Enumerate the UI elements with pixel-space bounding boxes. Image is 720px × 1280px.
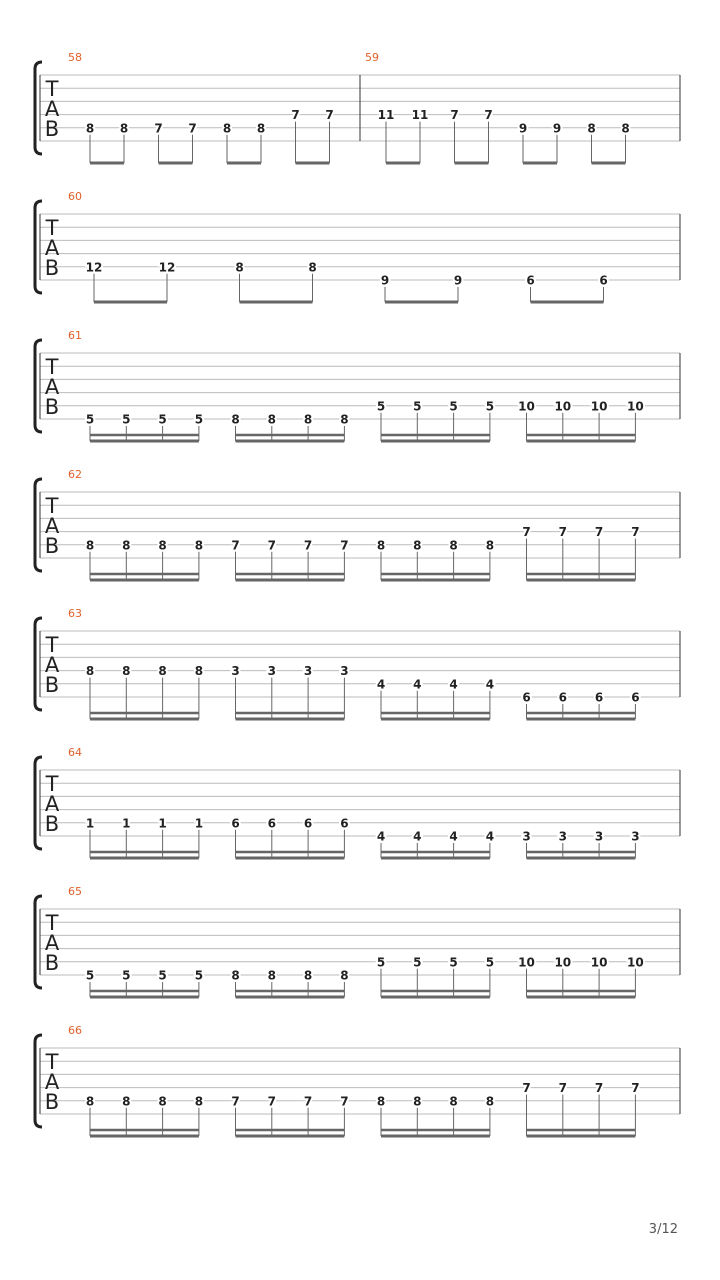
- fret-number: 8: [194, 664, 204, 679]
- fret-number: 7: [594, 1081, 604, 1096]
- fret-number: 4: [413, 829, 422, 844]
- fret-number: 11: [377, 108, 395, 123]
- fret-number: 4: [485, 677, 495, 692]
- fret-number: 11: [411, 108, 429, 123]
- tab-clef-letter: T: [45, 911, 59, 935]
- fret-number: 5: [158, 968, 167, 983]
- tab-clef-letter: A: [44, 97, 60, 121]
- fret-number: 8: [303, 968, 313, 983]
- measure-number: 61: [68, 329, 82, 342]
- fret-number: 7: [594, 525, 604, 540]
- tab-clef-letter: B: [44, 812, 60, 836]
- fret-number: 1: [194, 816, 204, 831]
- fret-number: 3: [594, 829, 604, 844]
- fret-number: 8: [119, 121, 129, 136]
- system-bracket: [35, 201, 42, 293]
- fret-number: 10: [627, 399, 644, 414]
- fret-number: 4: [485, 829, 495, 844]
- fret-number: 9: [453, 273, 463, 288]
- fret-number: 10: [590, 955, 608, 970]
- fret-number: 10: [554, 399, 572, 414]
- tab-clef-letter: B: [44, 1090, 60, 1114]
- fret-number: 3: [522, 829, 531, 844]
- fret-number: 8: [256, 121, 266, 136]
- fret-number: 12: [85, 260, 103, 275]
- fret-number: 8: [413, 538, 422, 553]
- fret-number: 7: [231, 1094, 240, 1109]
- fret-number: 1: [158, 816, 167, 831]
- fret-number: 5: [449, 955, 458, 970]
- measure-number: 62: [68, 468, 82, 481]
- fret-number: 8: [122, 538, 131, 553]
- fret-number: 8: [194, 538, 204, 553]
- fret-number: 5: [376, 955, 386, 970]
- fret-number: 8: [85, 121, 95, 136]
- fret-number: 4: [449, 677, 458, 692]
- fret-number: 5: [122, 968, 131, 983]
- fret-number: 10: [627, 955, 644, 970]
- fret-number: 6: [631, 690, 640, 705]
- tab-clef-letter: B: [44, 256, 60, 280]
- fret-number: 7: [631, 525, 640, 540]
- fret-number: 8: [376, 1094, 386, 1109]
- tab-clef-letter: B: [44, 534, 60, 558]
- fret-number: 8: [449, 1094, 458, 1109]
- tab-clef-letter: A: [44, 514, 60, 538]
- system-bracket: [35, 896, 42, 988]
- fret-number: 6: [526, 273, 535, 288]
- measure-number: 65: [68, 885, 82, 898]
- fret-number: 7: [450, 108, 459, 123]
- fret-number: 7: [267, 538, 276, 553]
- fret-number: 6: [267, 816, 276, 831]
- tab-clef-letter: A: [44, 792, 60, 816]
- fret-number: 7: [231, 538, 240, 553]
- fret-number: 7: [340, 1094, 349, 1109]
- fret-number: 7: [522, 525, 531, 540]
- fret-number: 5: [85, 968, 95, 983]
- fret-number: 5: [194, 412, 204, 427]
- system-bracket: [35, 618, 42, 710]
- fret-number: 7: [484, 108, 493, 123]
- fret-number: 7: [522, 1081, 531, 1096]
- tab-clef-letter: A: [44, 653, 60, 677]
- system-bracket: [35, 340, 42, 432]
- page-number: 3/12: [648, 1222, 678, 1237]
- fret-number: 8: [267, 412, 276, 427]
- system-bracket: [35, 1035, 42, 1127]
- fret-number: 6: [231, 816, 240, 831]
- fret-number: 5: [485, 955, 495, 970]
- fret-number: 5: [194, 968, 204, 983]
- fret-number: 8: [235, 260, 244, 275]
- fret-number: 9: [552, 121, 562, 136]
- fret-number: 5: [413, 399, 422, 414]
- measure-number: 58: [68, 51, 82, 64]
- fret-number: 3: [231, 664, 240, 679]
- fret-number: 3: [303, 664, 313, 679]
- tab-clef-letter: A: [44, 931, 60, 955]
- measure-number: 63: [68, 607, 82, 620]
- fret-number: 6: [558, 690, 567, 705]
- fret-number: 8: [340, 412, 349, 427]
- fret-number: 12: [158, 260, 176, 275]
- fret-number: 8: [222, 121, 232, 136]
- fret-number: 10: [554, 955, 572, 970]
- fret-number: 3: [267, 664, 276, 679]
- fret-number: 7: [303, 1094, 313, 1109]
- fret-number: 8: [340, 968, 349, 983]
- fret-number: 9: [380, 273, 390, 288]
- tab-clef-letter: B: [44, 395, 60, 419]
- system-bracket: [35, 62, 42, 154]
- tab-clef-letter: T: [45, 216, 59, 240]
- fret-number: 1: [85, 816, 95, 831]
- measure-number: 64: [68, 746, 82, 759]
- fret-number: 8: [587, 121, 596, 136]
- fret-number: 6: [599, 273, 608, 288]
- tab-clef-letter: B: [44, 117, 60, 141]
- fret-number: 8: [308, 260, 317, 275]
- fret-number: 7: [188, 121, 197, 136]
- fret-number: 8: [303, 412, 313, 427]
- fret-number: 6: [594, 690, 604, 705]
- system-bracket: [35, 757, 42, 849]
- fret-number: 8: [231, 412, 240, 427]
- tab-clef-letter: T: [45, 633, 59, 657]
- fret-number: 6: [522, 690, 531, 705]
- fret-number: 10: [518, 399, 535, 414]
- measure-number: 60: [68, 190, 82, 203]
- fret-number: 7: [340, 538, 349, 553]
- fret-number: 8: [85, 664, 95, 679]
- tab-clef-letter: T: [45, 1050, 59, 1074]
- fret-number: 8: [158, 1094, 167, 1109]
- fret-number: 8: [449, 538, 458, 553]
- fret-number: 8: [158, 538, 167, 553]
- fret-number: 7: [558, 1081, 567, 1096]
- fret-number: 8: [122, 664, 131, 679]
- fret-number: 7: [303, 538, 313, 553]
- fret-number: 8: [413, 1094, 422, 1109]
- tab-clef-letter: A: [44, 1070, 60, 1094]
- fret-number: 8: [85, 1094, 95, 1109]
- fret-number: 1: [122, 816, 131, 831]
- fret-number: 4: [376, 677, 386, 692]
- tab-clef-letter: B: [44, 951, 60, 975]
- fret-number: 5: [122, 412, 131, 427]
- fret-number: 9: [518, 121, 528, 136]
- fret-number: 4: [449, 829, 458, 844]
- fret-number: 4: [376, 829, 386, 844]
- fret-number: 3: [558, 829, 567, 844]
- fret-number: 5: [376, 399, 386, 414]
- tab-clef-letter: B: [44, 673, 60, 697]
- fret-number: 8: [485, 538, 495, 553]
- fret-number: 7: [267, 1094, 276, 1109]
- fret-number: 8: [267, 968, 276, 983]
- system-bracket: [35, 479, 42, 571]
- fret-number: 8: [231, 968, 240, 983]
- measure-number: 66: [68, 1024, 82, 1037]
- fret-number: 7: [291, 108, 300, 123]
- fret-number: 5: [485, 399, 495, 414]
- fret-number: 8: [85, 538, 95, 553]
- fret-number: 6: [340, 816, 349, 831]
- fret-number: 8: [376, 538, 386, 553]
- fret-number: 5: [158, 412, 167, 427]
- fret-number: 5: [449, 399, 458, 414]
- fret-number: 3: [340, 664, 349, 679]
- fret-number: 6: [303, 816, 313, 831]
- tab-clef-letter: T: [45, 772, 59, 796]
- fret-number: 7: [558, 525, 567, 540]
- fret-number: 8: [485, 1094, 495, 1109]
- fret-number: 7: [325, 108, 334, 123]
- fret-number: 8: [621, 121, 630, 136]
- fret-number: 8: [194, 1094, 204, 1109]
- fret-number: 5: [413, 955, 422, 970]
- fret-number: 3: [631, 829, 640, 844]
- fret-number: 7: [154, 121, 163, 136]
- tab-clef-letter: T: [45, 494, 59, 518]
- fret-number: 8: [158, 664, 167, 679]
- tab-clef-letter: A: [44, 236, 60, 260]
- fret-number: 8: [122, 1094, 131, 1109]
- fret-number: 7: [631, 1081, 640, 1096]
- fret-number: 5: [85, 412, 95, 427]
- fret-number: 4: [413, 677, 422, 692]
- tab-clef-letter: A: [44, 375, 60, 399]
- tab-clef-letter: T: [45, 355, 59, 379]
- measure-number: 59: [365, 51, 379, 64]
- fret-number: 10: [590, 399, 608, 414]
- fret-number: 10: [518, 955, 535, 970]
- tab-clef-letter: T: [45, 77, 59, 101]
